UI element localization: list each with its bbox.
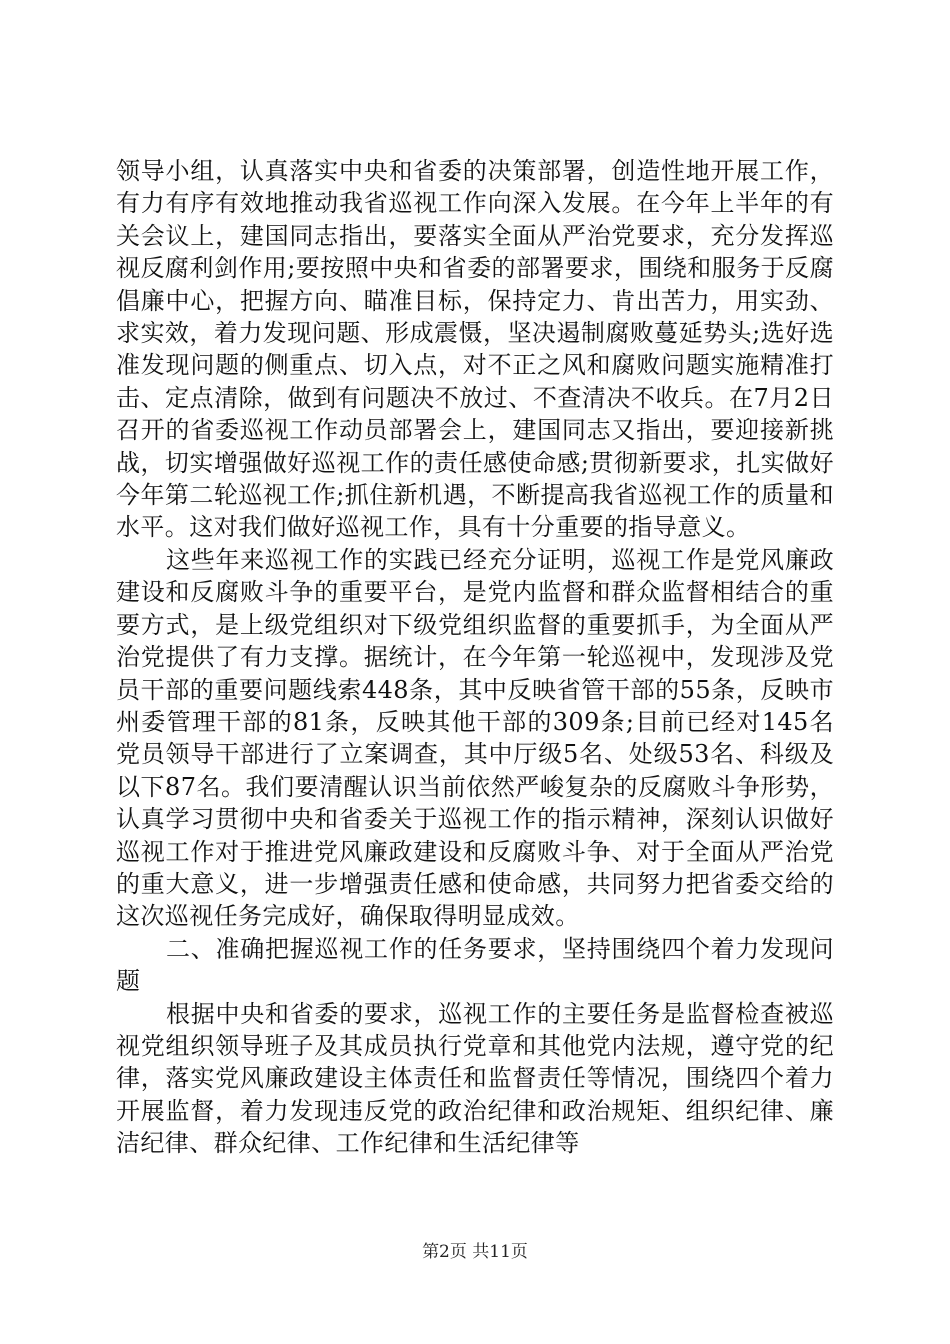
section-heading: 二、准确把握巡视工作的任务要求，坚持围绕四个着力发现问题 [116, 934, 834, 996]
paragraph-continued: 领导小组，认真落实中央和省委的决策部署，创造性地开展工作，有力有序有效地推动我省巡视工作向深入发展。在今年上半年的有关会议上，建国同志指出，要落实全面从严治党要求，充分发挥巡视反腐利剑作用;要按照中央和省委的部署要求，围绕和服务于反腐倡廉中心，把握方向、瞄准目标，保持定力、肯出苦力，用实劲、求实效，着力发现问题、形成震慑，坚决遏制腐败蔓延势头;选好选准发现问题的侧重点、切入点，对不正之风和腐败问题实施精准打击、定点清除，做到有问题决不放过、不查清决不收兵。在7月2日召开的省委巡视工作动员部署会上，建国同志又指出，要迎接新挑战，切实增强做好巡视工作的责任感使命感;贯彻新要求，扎实做好今年第二轮巡视工作;抓住新机遇，不断提高我省巡视工作的质量和水平。这对我们做好巡视工作，具有十分重要的指导意义。 [116, 157, 834, 542]
page-number-footer: 第2页 共11页 [422, 1242, 528, 1262]
paragraph-statistics: 这些年来巡视工作的实践已经充分证明，巡视工作是党风廉政建设和反腐败斗争的重要平台，是党内监督和群众监督相结合的重要方式，是上级党组织对下级党组织监督的重要抓手，为全面从严治党提供了有力支撑。据统计，在今年第一轮巡视中，发现涉及党员干部的重要问题线索448条，其中反映省管干部的55条，反映市州委管理干部的81条，反映其他干部的309条;目前已经对145名党员领导干部进行了立案调查，其中厅级5名、处级53名、科级及以下87名。我们要清醒认识当前依然严峻复杂的反腐败斗争形势，认真学习贯彻中央和省委关于巡视工作的指示精神，深刻认识做好巡视工作对于推进党风廉政建设和反腐败斗争、对于全面从严治党的重大意义，进一步增强责任感和使命感，共同努力把省委交给的这次巡视任务完成好，确保取得明显成效。 [116, 545, 834, 931]
paragraph-tasks: 根据中央和省委的要求，巡视工作的主要任务是监督检查被巡视党组织领导班子及其成员执行党章和其他党内法规，遵守党的纪律，落实党风廉政建设主体责任和监督责任等情况，围绕四个着力开展监督，着力发现违反党的政治纪律和政治规矩、组织纪律、廉洁纪律、群众纪律、工作纪律和生活纪律等 [116, 999, 834, 1158]
document-body [116, 155, 834, 1160]
